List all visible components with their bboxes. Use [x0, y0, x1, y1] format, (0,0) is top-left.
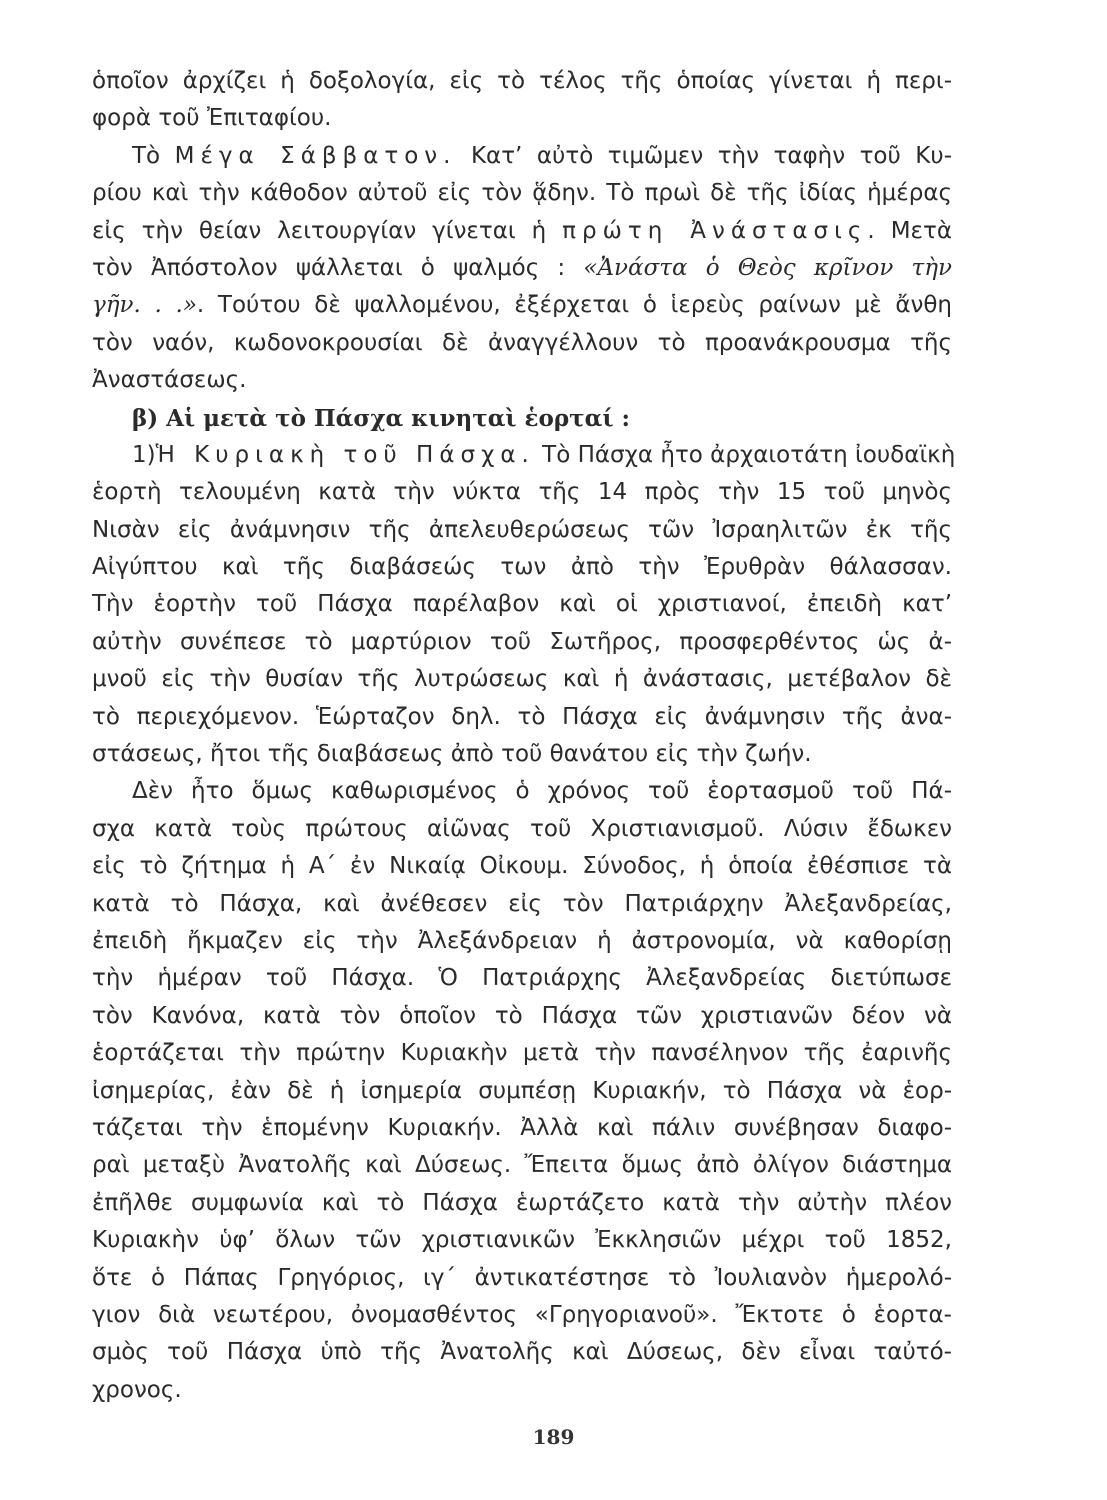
text-span: Τὸ [132, 142, 175, 169]
page-number: 189 [532, 1425, 575, 1449]
text-line: Τὴν ἑορτὴν τοῦ Πάσχα παρέλαβον καὶ οἱ χριστιανοί, ἐπειδὴ κατ’ [92, 591, 952, 618]
spaced-heading: Μέγα Σάββατον. [174, 142, 457, 169]
text-line: ρίου καὶ τὴν κάθοδον αὐτοῦ εἰς τὸν ᾅδην. Τὸ πρωὶ δὲ τῆς ἰδίας ἡμέρας [92, 180, 952, 207]
text-line: εἰς τὸ ζήτημα ἡ Α΄ ἐν Νικαίᾳ Οἰκουμ. Σύνοδος, ἡ ὁποία ἐθέσπισε τὰ [92, 853, 952, 880]
text-line: γιον διὰ νεωτέρου, ὀνομασθέντος «Γρηγοριανοῦ». Ἔκτοτε ὁ ἑορτα- [92, 1301, 952, 1328]
text-line: φορὰ τοῦ Ἐπιταφίου. [92, 105, 332, 132]
text-line: ραὶ μεταξὺ Ἀνατολῆς καὶ Δύσεως. Ἔπειτα ὅμως ἀπὸ ὀλίγον διάστημα [92, 1152, 952, 1179]
text-line: Ἀναστάσεως. [92, 367, 247, 394]
text-line: τὴν ἡμέραν τοῦ Πάσχα. Ὁ Πατριάρχης Ἀλεξανδρείας διετύπωσε [92, 965, 952, 992]
text-line [92, 437, 956, 474]
text-span: Κατ’ αὐτὸ τιμῶμεν τὴν ταφὴν τοῦ Κυ- [456, 142, 952, 169]
text-span: τὸν Ἀπόστολον ψάλλεται ὁ ψαλμός : [92, 254, 584, 281]
italic-quote: γῆν. . .» [92, 292, 197, 319]
text-line: τάζεται τὴν ἑπομένην Κυριακήν. Ἀλλὰ καὶ πάλιν συνέβησαν διαφο- [92, 1114, 952, 1141]
text-line: ἐπειδὴ ἤκμαζεν εἰς τὴν Ἀλεξάνδρειαν ἡ ἀστρονομία, νὰ καθορίσῃ [92, 927, 952, 954]
text-line: Νισὰν εἰς ἀνάμνησιν τῆς ἀπελευθερώσεως τῶν Ἰσραηλιτῶν ἐκ τῆς [92, 516, 952, 543]
text-line: σμὸς τοῦ Πάσχα ὑπὸ τῆς Ἀνατολῆς καὶ Δύσεως, δὲν εἶναι ταὐτό- [92, 1339, 952, 1366]
text-line: κατὰ τὸ Πάσχα, καὶ ἀνέθεσεν εἰς τὸν Πατριάρχην Ἀλεξανδρείας, [92, 890, 952, 917]
text-span: εἰς τὴν θείαν λειτουργίαν γίνεται ἡ [92, 217, 563, 244]
text-line [92, 138, 952, 175]
spaced-term: πρώτη Ἀνάστασις [562, 217, 868, 244]
text-line: ἑορτάζεται τὴν πρώτην Κυριακὴν μετὰ τὴν πανσέληνον τῆς ἐαρινῆς [92, 1040, 952, 1067]
spaced-heading: Ἡ Κυριακὴ τοῦ Πάσχα. [155, 441, 535, 468]
text-span: Τὸ Πάσχα ἦτο ἀρχαιοτάτη ἰουδαϊκὴ [534, 441, 956, 468]
text-line [92, 250, 952, 287]
text-line [92, 287, 952, 324]
text-line: τὸν Κανόνα, κατὰ τὸν ὁποῖον τὸ Πάσχα τῶν χριστιανῶν δέον νὰ [92, 1002, 952, 1029]
text-line: Δὲν ἦτο ὅμως καθωρισμένος ὁ χρόνος τοῦ ἑορτασμοῦ τοῦ Πά- [132, 778, 952, 805]
text-line: τὸν ναόν, κωδονοκρουσίαι δὲ ἀναγγέλλουν τὸ προανάκρουσμα τῆς [92, 329, 952, 356]
text-line: χρονος. [92, 1376, 182, 1403]
text-line: Κυριακὴν ὑφ’ ὅλων τῶν χριστιανικῶν Ἐκκλησιῶν μέχρι τοῦ 1852, [92, 1227, 952, 1254]
text-line: ὁποῖον ἀρχίζει ἡ δοξολογία, εἰς τὸ τέλος τῆς ὁποίας γίνεται ἡ περι- [92, 68, 952, 94]
body-text [92, 63, 956, 1409]
text-line: ἐπῆλθε συμφωνία καὶ τὸ Πάσχα ἑωρτάζετο κατὰ τὴν αὐτὴν πλέον [92, 1189, 952, 1216]
text-line: ὅτε ὁ Πάπας Γρηγόριος, ιγ΄ ἀντικατέστησε τὸ Ἰουλιανὸν ἡμερολό- [92, 1264, 952, 1291]
text-line: ἑορτὴ τελουμένη κατὰ τὴν νύκτα τῆς 14 πρὸς τὴν 15 τοῦ μηνὸς [92, 479, 952, 506]
text-line [92, 213, 952, 250]
text-line: Αἰγύπτου καὶ τῆς διαβάσεώς των ἀπὸ τὴν Ἐρυθρὰν θάλασσαν. [92, 554, 952, 581]
italic-quote: «Ἀνάστα ὁ Θεὸς κρῖνον τὴν [583, 254, 953, 281]
text-line: ἰσημερίας, ἐὰν δὲ ἡ ἰσημερία συμπέσῃ Κυριακήν, τὸ Πάσχα νὰ ἑορ- [92, 1077, 952, 1104]
text-line: μνοῦ εἰς τὴν θυσίαν τῆς λυτρώσεως καὶ ἡ ἀνάστασις, μετέβαλον δὲ [92, 666, 952, 693]
section-heading: β) Αἱ μετὰ τὸ Πάσχα κινηταὶ ἑορταί : [132, 404, 630, 432]
text-span: . Τούτου δὲ ψαλλομένου, ἐξέρχεται ὁ ἱερεὺς ραίνων μὲ ἄνθη [196, 292, 952, 319]
text-line: αὐτὴν συνέπεσε τὸ μαρτύριον τοῦ Σωτῆρος, προσφερθέντος ὡς ἀ- [92, 628, 952, 655]
text-line: στάσεως, ἤτοι τῆς διαβάσεως ἀπὸ τοῦ θανάτου εἰς τὴν ζωήν. [92, 741, 812, 768]
text-line: σχα κατὰ τοὺς πρώτους αἰῶνας τοῦ Χριστιανισμοῦ. Λύσιν ἔδωκεν [92, 815, 952, 842]
text-line: τὸ περιεχόμενον. Ἑώρταζον δηλ. τὸ Πάσχα εἰς ἀνάμνησιν τῆς ἀνα- [92, 703, 952, 730]
text-span: 1) [132, 441, 156, 468]
text-span: . Μετὰ [867, 217, 952, 244]
